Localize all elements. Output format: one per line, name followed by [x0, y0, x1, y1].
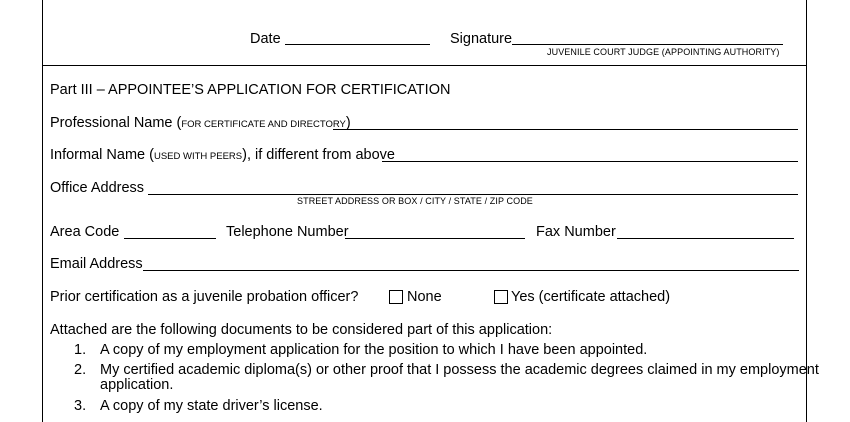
email-field[interactable] [143, 270, 799, 271]
professional-name-field[interactable] [333, 129, 798, 130]
signature-field[interactable] [512, 44, 783, 45]
informal-name-qualifier: USED WITH PEERS [153, 151, 243, 162]
signature-label: Signature [450, 31, 513, 47]
email-label: Email Address [50, 256, 143, 272]
professional-name-label [50, 115, 351, 133]
document-item-text: My certified academic diploma(s) or other proof that I possess the academic degrees claimed in my employment [100, 362, 819, 378]
date-label: Date [250, 31, 281, 47]
informal-name-close: ), if different from above [242, 147, 395, 163]
attached-intro: Attached are the following documents to be considered part of this application: [50, 322, 553, 338]
form-right-border [806, 0, 807, 422]
none-checkbox[interactable] [389, 290, 403, 304]
part3-title: Part III – APPOINTEE’S APPLICATION FOR CERTIFICATION [50, 82, 451, 98]
none-option-label: None [407, 289, 442, 305]
area-code-label: Area Code [50, 224, 120, 240]
professional-name-qualifier: FOR CERTIFICATE AND DIRECTORY [181, 119, 346, 130]
document-item-text: A copy of my state driver’s license. [100, 398, 323, 414]
office-address-field[interactable] [148, 194, 798, 195]
office-address-label: Office Address [50, 180, 145, 196]
fax-field[interactable] [617, 238, 794, 239]
office-address-caption: STREET ADDRESS OR BOX / CITY / STATE / ZIP CODE [297, 196, 533, 206]
telephone-field[interactable] [345, 238, 525, 239]
document-item-number: 3. [74, 398, 87, 414]
signature-caption: JUVENILE COURT JUDGE (APPOINTING AUTHORITY) [547, 47, 780, 57]
document-item-number: 2. [74, 362, 87, 378]
yes-checkbox[interactable] [494, 290, 508, 304]
professional-name-label-text: Professional Name ( [50, 115, 182, 131]
document-item-text: A copy of my employment application for the position to which I have been appointed. [100, 342, 648, 358]
date-field[interactable] [285, 44, 430, 45]
professional-name-close: ) [345, 115, 351, 131]
informal-name-label [50, 147, 395, 165]
fax-label: Fax Number [536, 224, 616, 240]
prior-cert-question: Prior certification as a juvenile probation officer? [50, 289, 359, 305]
form-left-border [42, 0, 43, 422]
area-code-field[interactable] [124, 238, 216, 239]
informal-name-field[interactable] [382, 161, 798, 162]
informal-name-label-text: Informal Name ( [50, 147, 154, 163]
document-item-number: 1. [74, 342, 87, 358]
section-divider [42, 65, 807, 66]
yes-option-label: Yes (certificate attached) [511, 289, 671, 305]
document-item-text-continued: application. [100, 377, 174, 393]
telephone-label: Telephone Number [226, 224, 349, 240]
